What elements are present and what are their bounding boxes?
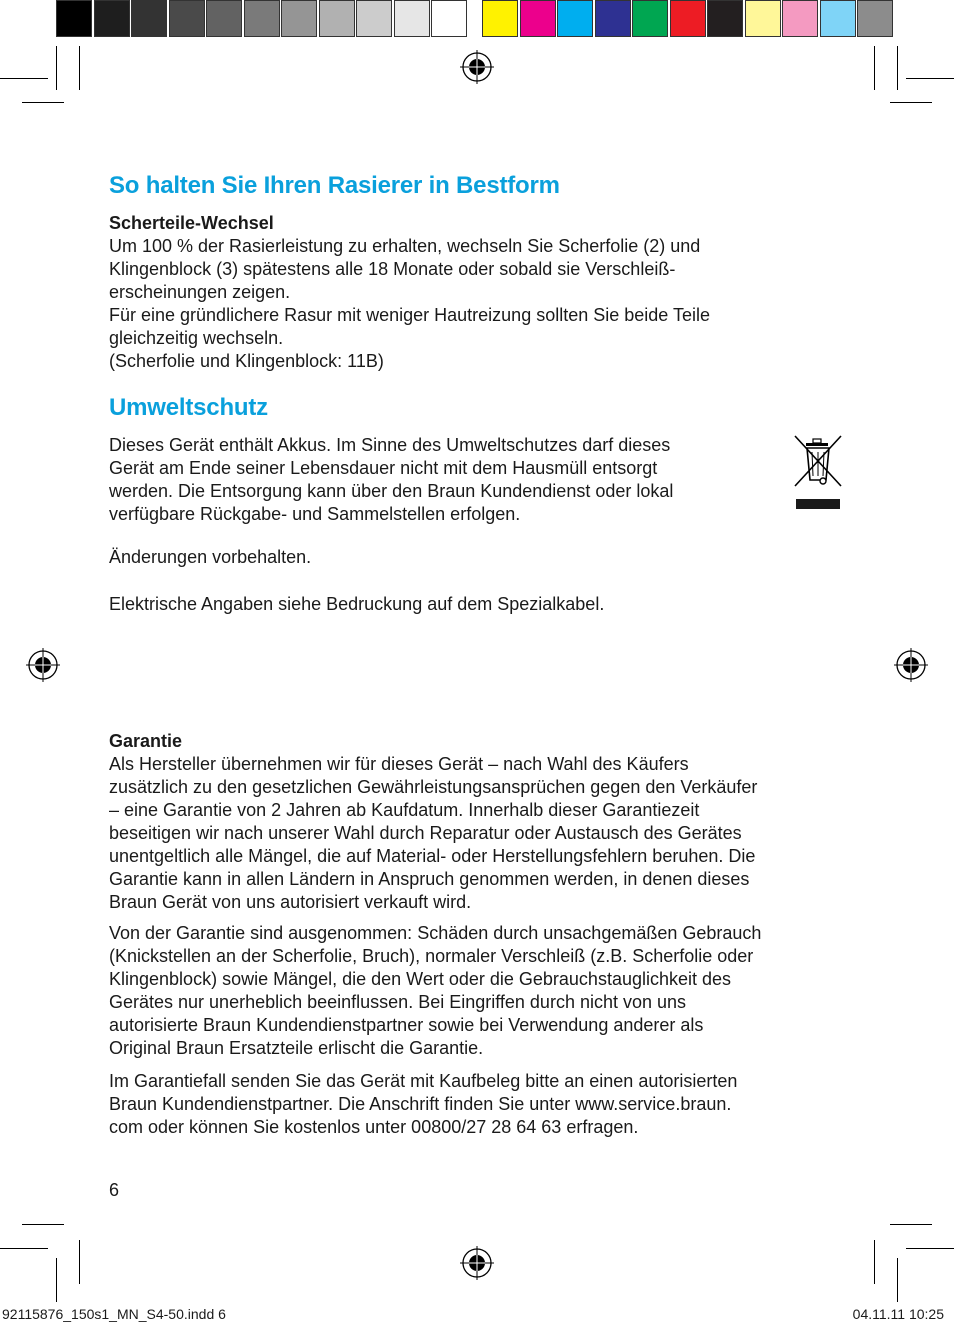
crop-mark (22, 1224, 64, 1225)
page-number: 6 (109, 1180, 120, 1200)
text-line: autorisierte Braun Kundendienstpartner sowie bei Verwendung anderer als (109, 1015, 704, 1035)
color-swatch (707, 0, 743, 37)
section-shaver-care (109, 172, 849, 200)
crop-mark (79, 1240, 80, 1284)
section-shaver-care-body (109, 212, 849, 373)
color-swatch (632, 0, 668, 37)
notice-electrical (109, 593, 849, 616)
gray-swatch (394, 0, 430, 37)
text-line: Braun Gerät von uns autorisiert verkauft wird. (109, 892, 472, 912)
gray-swatch (206, 0, 242, 37)
text-line: Von der Garantie sind ausgenommen: Schäden durch unsachgemäßen Gebrauch (109, 923, 762, 943)
text-line: (Scherfolie und Klingenblock: 11B) (109, 351, 384, 371)
crop-mark (56, 1258, 57, 1302)
crop-mark (874, 46, 875, 90)
footer-date: 04.11.11 10:25 (852, 1306, 944, 1322)
crop-mark (890, 102, 932, 103)
notice-changes (109, 546, 849, 569)
footer-filename: 92115876_150s1_MN_S4-50.indd 6 (2, 1306, 226, 1322)
crop-mark (0, 78, 48, 79)
gray-swatch (431, 0, 467, 37)
section-environment (109, 394, 849, 422)
registration-mark-icon (26, 648, 60, 682)
crop-mark (874, 1240, 875, 1284)
crossed-out-wheelie-bin-icon (792, 434, 844, 512)
gray-swatch (356, 0, 392, 37)
crop-mark (0, 1248, 48, 1249)
text-line: verfügbare Rückgabe- und Sammelstellen erfolgen. (109, 504, 521, 524)
text-line: Garantie kann in allen Ländern in Anspruch genommen werden, in denen dieses (109, 869, 750, 889)
section-heading: So halten Sie Ihren Rasierer in Bestform (109, 172, 560, 199)
text-line: Original Braun Ersatzteile erlischt die Garantie. (109, 1038, 484, 1058)
color-swatch (482, 0, 518, 37)
text-line: com oder können Sie kostenlos unter 00800/27 28 64 63 erfragen. (109, 1117, 639, 1137)
text-line: Klingenblock) sowie Mängel, die den Wert oder die Gebrauchstauglichkeit des (109, 969, 732, 989)
text-line: Für eine gründlichere Rasur mit weniger Hautreizung sollten Sie beide Teile (109, 305, 710, 325)
gray-swatch (281, 0, 317, 37)
subheading-replacement: Scherteile-Wechsel (109, 213, 274, 233)
gray-swatch (319, 0, 355, 37)
text-line: werden. Die Entsorgung kann über den Braun Kundendienst oder lokal (109, 481, 674, 501)
crop-mark (79, 46, 80, 90)
text-line: Klingenblock (3) spätestens alle 18 Monate oder sobald sie Verschleiß- (109, 259, 676, 279)
text-line: beseitigen wir nach unserer Wahl durch Reparatur oder Austausch des Gerätes (109, 823, 742, 843)
registration-mark-icon (460, 1246, 494, 1280)
color-swatch (857, 0, 893, 37)
registration-mark-icon (460, 50, 494, 84)
section-environment-body (109, 434, 759, 526)
crop-mark (22, 102, 64, 103)
registration-mark-icon (894, 648, 928, 682)
color-swatch (595, 0, 631, 37)
subheading-warranty: Garantie (109, 731, 183, 751)
text-line: gleichzeitig wechseln. (109, 328, 284, 348)
warranty-exclusions (109, 922, 849, 1060)
crop-mark (897, 46, 898, 90)
crop-mark (56, 46, 57, 90)
text-line: Als Hersteller übernehmen wir für dieses Gerät – nach Wahl des Käufers (109, 754, 689, 774)
gray-swatch (94, 0, 130, 37)
text-line: Gerät am Ende seiner Lebensdauer nicht mit dem Hausmüll entsorgt (109, 458, 658, 478)
text-line: Gerätes nur unerheblich beeinflussen. Bei Eingriffen durch nicht von uns (109, 992, 687, 1012)
color-swatch (520, 0, 556, 37)
section-warranty (109, 730, 849, 914)
text-line: unentgeltlich alle Mängel, die auf Material- oder Herstellungsfehlern beruhen. Die (109, 846, 756, 866)
text-line: Braun Kundendienstpartner. Die Anschrift finden Sie unter www.service.braun. (109, 1094, 732, 1114)
color-swatch (820, 0, 856, 37)
text-line: erscheinungen zeigen. (109, 282, 291, 302)
crop-mark (897, 1258, 898, 1302)
text-line: Änderungen vorbehalten. (109, 547, 312, 567)
crop-mark (906, 1248, 954, 1249)
color-swatch (745, 0, 781, 37)
gray-swatch (169, 0, 205, 37)
text-line: Im Garantiefall senden Sie das Gerät mit Kaufbeleg bitte an einen autorisierten (109, 1071, 738, 1091)
warranty-claim (109, 1070, 849, 1139)
gray-swatch (244, 0, 280, 37)
color-bar (56, 0, 896, 40)
gray-swatch (56, 0, 92, 37)
text-line: zusätzlich zu den gesetzlichen Gewährleistungsansprüchen gegen den Verkäufer (109, 777, 758, 797)
color-swatch (557, 0, 593, 37)
crop-mark (890, 1224, 932, 1225)
text-line: Dieses Gerät enthält Akkus. Im Sinne des Umweltschutzes darf dieses (109, 435, 671, 455)
text-line: (Knickstellen an der Scherfolie, Bruch), normaler Verschleiß (z.B. Scherfolie oder (109, 946, 754, 966)
section-heading: Umweltschutz (109, 394, 268, 421)
text-line: Um 100 % der Rasierleistung zu erhalten, wechseln Sie Scherfolie (2) und (109, 236, 701, 256)
text-line: Elektrische Angaben siehe Bedruckung auf dem Spezialkabel. (109, 594, 605, 614)
gray-swatch (131, 0, 167, 37)
crop-mark (906, 78, 954, 79)
color-swatch (782, 0, 818, 37)
color-swatch (670, 0, 706, 37)
text-line: – eine Garantie von 2 Jahren ab Kaufdatum. Innerhalb dieser Garantiezeit (109, 800, 700, 820)
